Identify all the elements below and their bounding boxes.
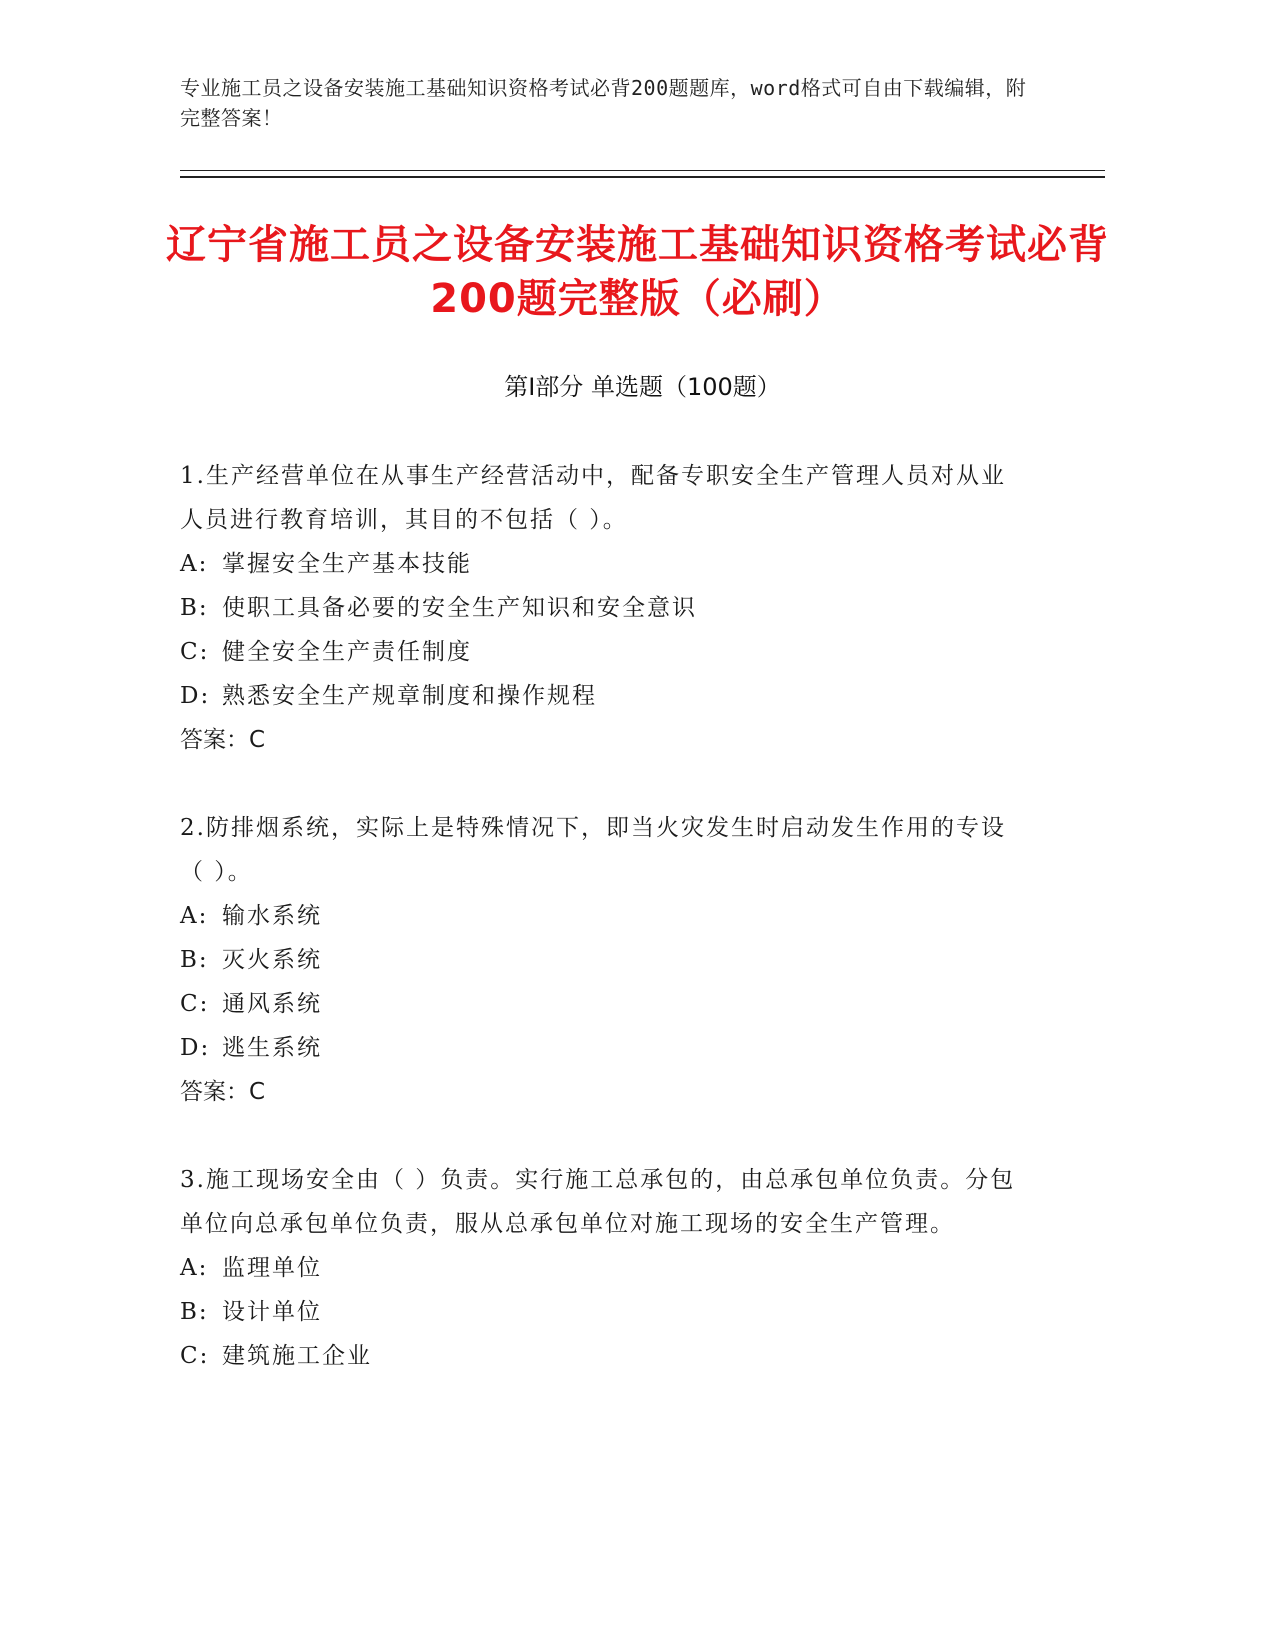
option-text: 监理单位 <box>222 1255 322 1281</box>
section-heading: 第Ⅰ部分 单选题（100题） <box>504 373 781 401</box>
option-text: 设计单位 <box>222 1299 322 1325</box>
option-a <box>180 1246 1030 1290</box>
option-b <box>180 1290 1030 1334</box>
option-text: 掌握安全生产基本技能 <box>222 551 472 577</box>
document-title: 辽宁省施工员之设备安装施工基础知识资格考试必背200题完整版（必刷） <box>166 222 1109 322</box>
option-text: 建筑施工企业 <box>222 1343 372 1369</box>
header-divider-thick <box>180 176 1105 178</box>
option-key: A: <box>180 903 209 929</box>
option-key: C: <box>180 639 210 665</box>
option-d <box>180 674 1030 718</box>
option-text: 灭火系统 <box>222 947 322 973</box>
question-list <box>180 454 1030 1422</box>
option-c <box>180 1334 1030 1378</box>
question-3 <box>180 1158 1030 1378</box>
option-d <box>180 1026 1030 1070</box>
question-stem: 3.施工现场安全由（ ）负责。实行施工总承包的，由总承包单位负责。分包单位向总承包单位负责，服从总承包单位对施工现场的安全生产管理。 <box>180 1167 1016 1237</box>
option-key: D: <box>180 683 211 709</box>
answer: 答案：C <box>180 727 266 753</box>
question-2 <box>180 806 1030 1114</box>
question-stem: 1.生产经营单位在从事生产经营活动中，配备专职安全生产管理人员对从业人员进行教育培训，其目的不包括（ ）。 <box>180 463 1006 533</box>
question-1 <box>180 454 1030 762</box>
option-text: 输水系统 <box>222 903 322 929</box>
header-note: 专业施工员之设备安装施工基础知识资格考试必背200题题库，word格式可自由下载编辑，附完整答案！ <box>180 76 1027 130</box>
question-stem: 2.防排烟系统，实际上是特殊情况下，即当火灾发生时启动发生作用的专设（ ）。 <box>180 815 1006 885</box>
option-b <box>180 938 1030 982</box>
option-key: C: <box>180 991 210 1017</box>
option-text: 健全安全生产责任制度 <box>222 639 472 665</box>
option-text: 熟悉安全生产规章制度和操作规程 <box>222 683 597 709</box>
option-key: B: <box>180 947 209 973</box>
option-text: 使职工具备必要的安全生产知识和安全意识 <box>222 595 697 621</box>
option-c <box>180 982 1030 1026</box>
option-a <box>180 894 1030 938</box>
option-text: 逃生系统 <box>222 1035 322 1061</box>
option-key: B: <box>180 1299 209 1325</box>
option-key: C: <box>180 1343 210 1369</box>
option-key: A: <box>180 1255 209 1281</box>
option-key: B: <box>180 595 209 621</box>
option-key: A: <box>180 551 209 577</box>
header-divider-thin <box>180 170 1105 171</box>
option-b <box>180 586 1030 630</box>
answer: 答案：C <box>180 1079 266 1105</box>
option-c <box>180 630 1030 674</box>
option-key: D: <box>180 1035 211 1061</box>
option-text: 通风系统 <box>222 991 322 1017</box>
option-a <box>180 542 1030 586</box>
